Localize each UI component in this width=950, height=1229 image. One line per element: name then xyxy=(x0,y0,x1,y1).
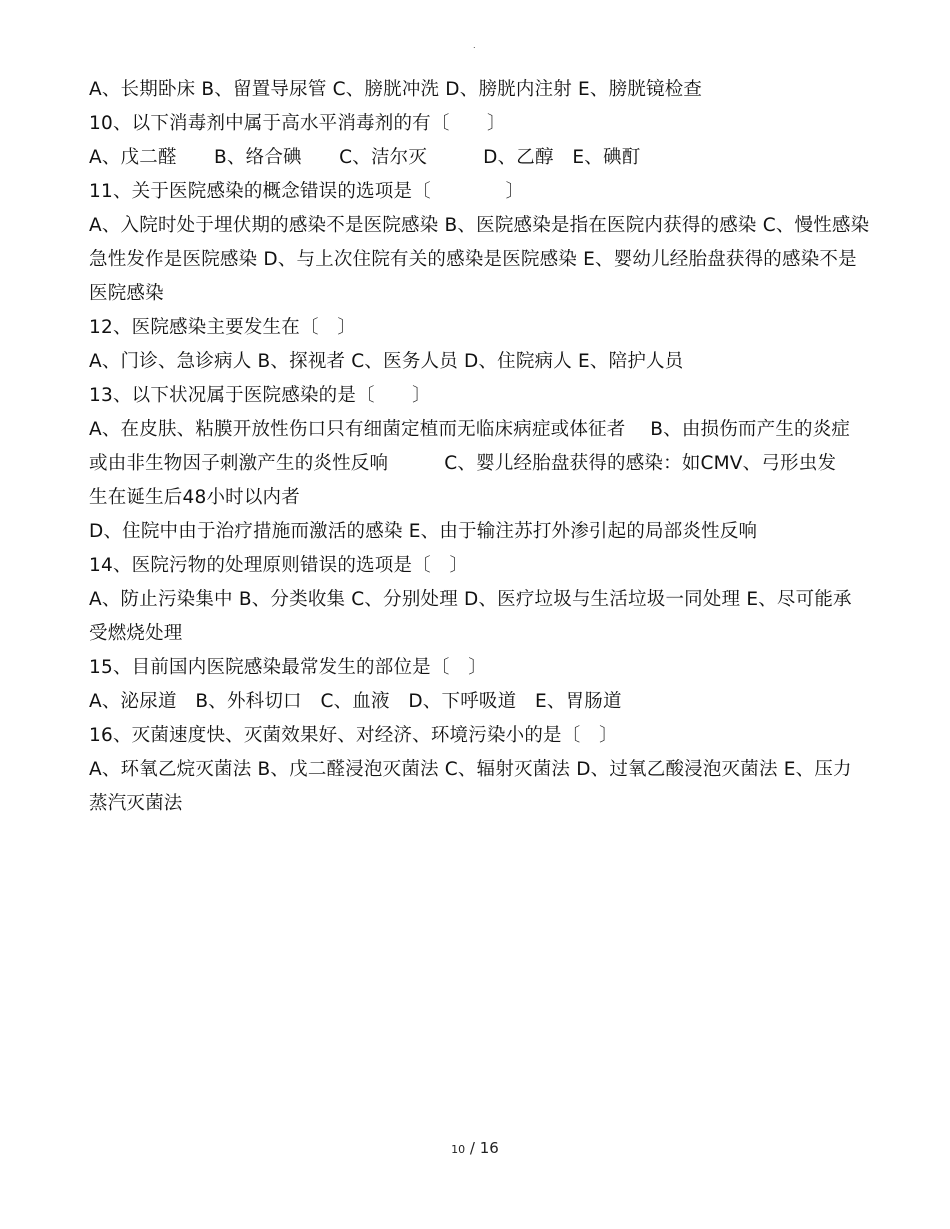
option-line: 生在诞生后48小时以内者 xyxy=(89,487,300,508)
option-line: A、门诊、急诊病人 B、探视者 C、医务人员 D、住院病人 E、陪护人员 xyxy=(89,351,684,372)
question-line: 11、关于医院感染的概念错误的选项是〔 〕 xyxy=(89,181,525,202)
option-line: A、长期卧床 B、留置导尿管 C、膀胱冲洗 D、膀胱内注射 E、膀胱镜检查 xyxy=(89,79,703,100)
total-pages: 16 xyxy=(479,1139,499,1157)
option-line: A、在皮肤、粘膜开放性伤口只有细菌定植而无临床病症或体征者 B、由损伤而产生的炎症 xyxy=(89,419,851,440)
option-line: 蒸汽灭菌法 xyxy=(89,793,183,814)
option-line: 医院感染 xyxy=(89,283,164,304)
page-number xyxy=(0,1139,950,1157)
document-body xyxy=(89,73,879,821)
current-page: 10 xyxy=(451,1143,466,1156)
option-line: A、环氧乙烷灭菌法 B、戊二醛浸泡灭菌法 C、辐射灭菌法 D、过氧乙酸浸泡灭菌法 E、压力 xyxy=(89,759,852,780)
option-line: 或由非生物因子刺激产生的炎性反响 C、婴儿经胎盘获得的感染：如CMV、弓形虫发 xyxy=(89,453,837,474)
option-line: A、戊二醛 B、络合碘 C、洁尔灭 D、乙醇 E、碘酊 xyxy=(89,147,641,168)
question-line: 16、灭菌速度快、灭菌效果好、对经济、环境污染小的是〔 〕 xyxy=(89,725,618,746)
option-line: 受燃烧处理 xyxy=(89,623,183,644)
page-separator: / xyxy=(469,1139,475,1157)
option-line: 急性发作是医院感染 D、与上次住院有关的感染是医院感染 E、婴幼儿经胎盘获得的感染不是 xyxy=(89,249,857,270)
question-line: 13、以下状况属于医院感染的是〔 〕 xyxy=(89,385,431,406)
question-line: 10、以下消毒剂中属于高水平消毒剂的有〔 〕 xyxy=(89,113,506,134)
question-line: 15、目前国内医院感染最常发生的部位是〔 〕 xyxy=(89,657,487,678)
option-line: A、泌尿道 B、外科切口 C、血液 D、下呼吸道 E、胃肠道 xyxy=(89,691,622,712)
option-line: D、住院中由于治疗措施而激活的感染 E、由于输注苏打外渗引起的局部炎性反响 xyxy=(89,521,758,542)
question-line: 12、医院感染主要发生在〔 〕 xyxy=(89,317,357,338)
header-mark: . xyxy=(473,41,476,50)
option-line: A、防止污染集中 B、分类收集 C、分别处理 D、医疗垃圾与生活垃圾一同处理 E、尽可能承 xyxy=(89,589,852,610)
question-line: 14、医院污物的处理原则错误的选项是〔 〕 xyxy=(89,555,469,576)
option-line: A、入院时处于埋伏期的感染不是医院感染 B、医院感染是指在医院内获得的感染 C、慢性感染 xyxy=(89,215,870,236)
